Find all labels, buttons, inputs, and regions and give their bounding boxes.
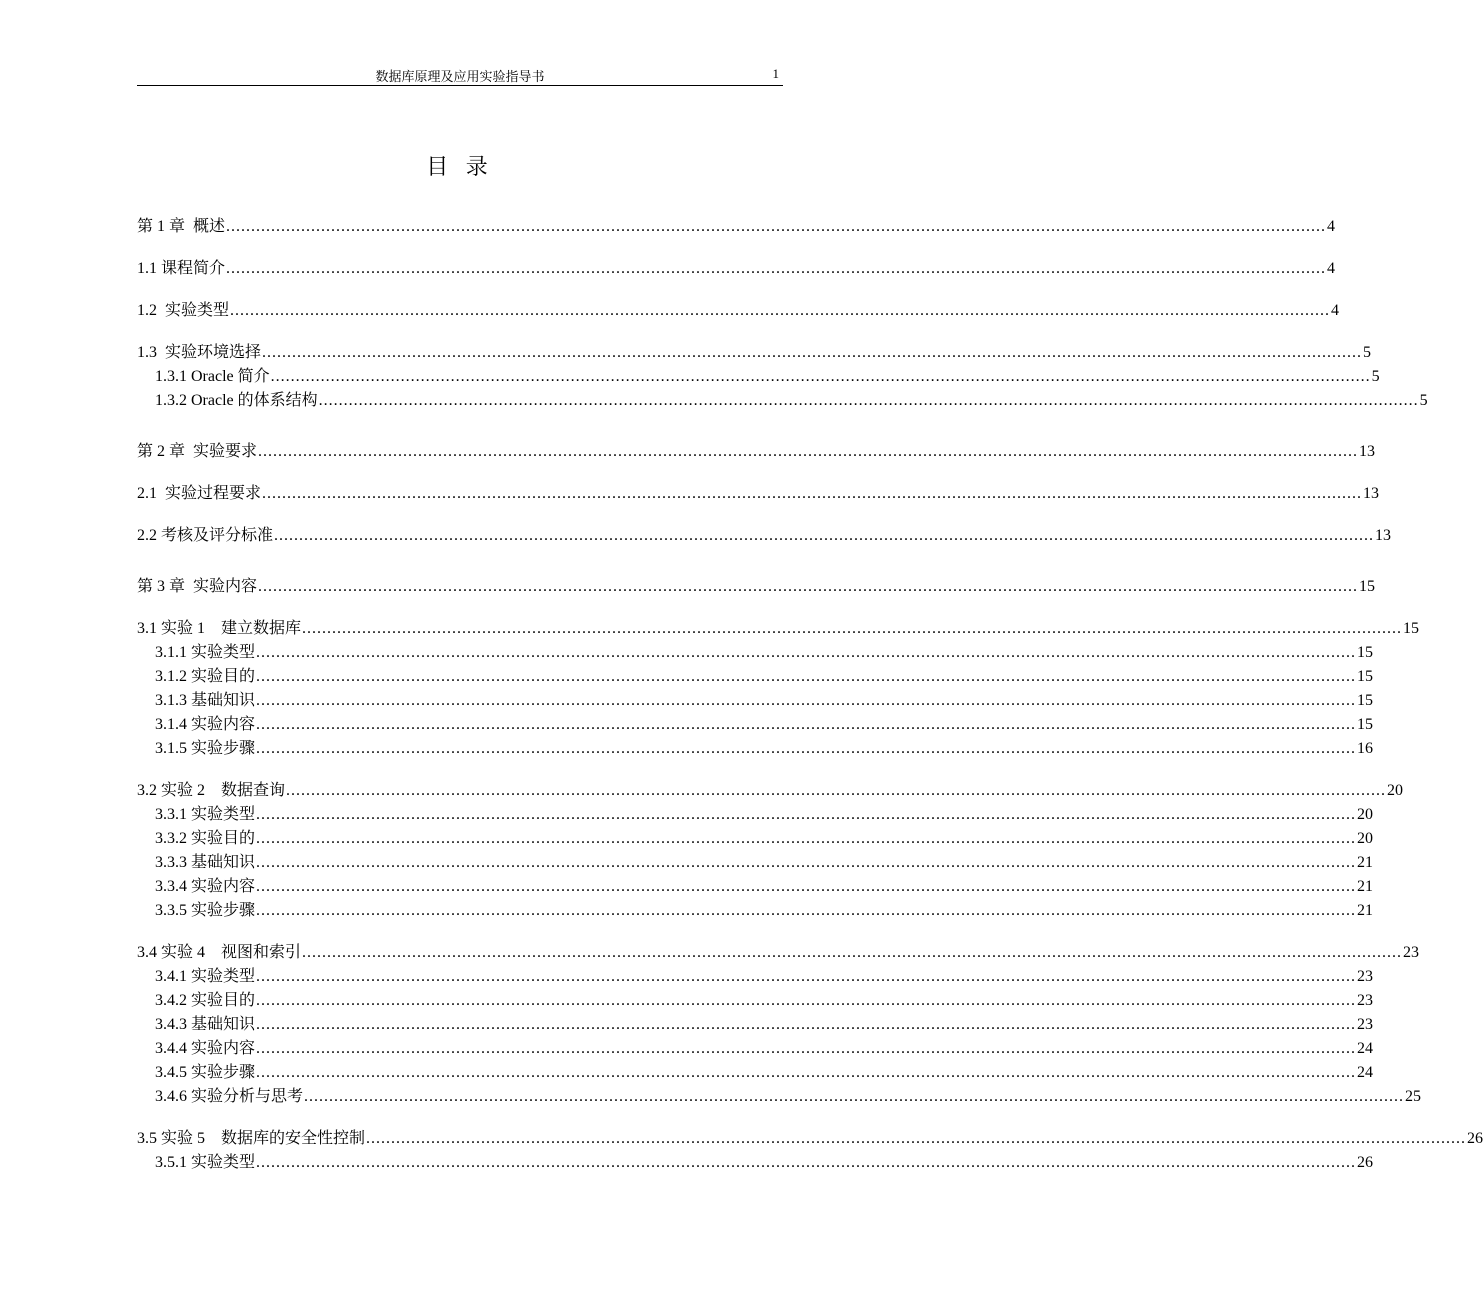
toc-entry-label: 3.3.3 基础知识	[155, 854, 256, 871]
toc-entry-page: 26	[1357, 1154, 1374, 1171]
toc-entry[interactable]	[137, 851, 1374, 875]
toc-entry[interactable]	[137, 365, 1380, 389]
toc-leader-dots: ............................................................................................................................................................................................................................	[256, 806, 1357, 823]
toc-entry[interactable]	[137, 1061, 1374, 1085]
toc-leader-dots: ............................................................................................................................................................................................................................	[256, 1154, 1357, 1171]
toc-entry[interactable]	[137, 899, 1374, 923]
toc-entry-page: 20	[1357, 830, 1374, 847]
toc-leader-dots: ............................................................................................................................................................................................................................	[256, 644, 1357, 661]
toc-leader-dots: ............................................................................................................................................................................................................................	[256, 716, 1357, 733]
toc-entry[interactable]	[137, 482, 1380, 506]
toc-entry-label: 3.4 实验 4 视图和索引	[137, 944, 302, 961]
toc-entry-label: 1.3.2 Oracle 的体系结构	[155, 392, 318, 409]
toc-entry-label: 3.1.2 实验目的	[155, 668, 256, 685]
toc-leader-dots: ............................................................................................................................................................................................................................	[230, 302, 1331, 319]
toc-leader-dots: ............................................................................................................................................................................................................................	[274, 527, 1375, 544]
toc-leader-dots: ............................................................................................................................................................................................................................	[256, 740, 1357, 757]
toc-entry-label: 3.2 实验 2 数据查询	[137, 782, 286, 799]
toc-entry[interactable]	[137, 737, 1374, 761]
toc-leader-dots: ............................................................................................................................................................................................................................	[262, 485, 1363, 502]
toc-entry-page: 21	[1357, 902, 1374, 919]
toc-entry[interactable]	[137, 575, 1376, 599]
toc-entry-label: 1.2 实验类型	[137, 302, 230, 319]
toc-entry-label: 3.5 实验 5 数据库的安全性控制	[137, 1130, 366, 1147]
toc-entry-page: 5	[1419, 392, 1428, 409]
toc-leader-dots: ............................................................................................................................................................................................................................	[258, 443, 1359, 460]
toc-entry-label: 3.4.6 实验分析与思考	[155, 1088, 304, 1105]
toc-entry-label: 1.1 课程简介	[137, 260, 226, 277]
toc-title: 目 录	[426, 154, 494, 179]
toc-entry-page: 21	[1357, 854, 1374, 871]
toc-entry[interactable]	[137, 617, 1420, 641]
toc-entry-label: 1.3.1 Oracle 简介	[155, 368, 270, 385]
toc-entry-label: 3.5.1 实验类型	[155, 1154, 256, 1171]
toc-leader-dots: ............................................................................................................................................................................................................................	[256, 968, 1357, 985]
toc-entry-page: 13	[1363, 485, 1380, 502]
toc-entry[interactable]	[137, 779, 1404, 803]
toc-entry[interactable]	[137, 1127, 1483, 1151]
page-header	[137, 63, 783, 86]
toc-entry-page: 24	[1357, 1040, 1374, 1057]
header-page-number: 1	[772, 66, 779, 81]
toc-entry-label: 3.3.1 实验类型	[155, 806, 256, 823]
toc-entry[interactable]	[137, 641, 1374, 665]
toc-entry-page: 23	[1357, 1016, 1374, 1033]
toc-leader-dots: ............................................................................................................................................................................................................................	[256, 668, 1357, 685]
toc-leader-dots: ............................................................................................................................................................................................................................	[226, 218, 1327, 235]
toc-entry-page: 23	[1403, 944, 1420, 961]
toc-entry[interactable]	[137, 1013, 1374, 1037]
toc-entry-label: 1.3 实验环境选择	[137, 344, 262, 361]
toc-entry-label: 2.1 实验过程要求	[137, 485, 262, 502]
toc-leader-dots: ............................................................................................................................................................................................................................	[270, 368, 1371, 385]
toc-leader-dots: ............................................................................................................................................................................................................................	[256, 1016, 1357, 1033]
toc-leader-dots: ............................................................................................................................................................................................................................	[262, 344, 1363, 361]
toc-entry-label: 3.4.5 实验步骤	[155, 1064, 256, 1081]
toc-entry-label: 3.4.2 实验目的	[155, 992, 256, 1009]
toc-entry[interactable]	[137, 389, 1428, 413]
toc-leader-dots: ............................................................................................................................................................................................................................	[258, 578, 1359, 595]
toc-entry-page: 21	[1357, 878, 1374, 895]
toc-leader-dots: ............................................................................................................................................................................................................................	[256, 992, 1357, 1009]
toc-entry-label: 3.4.4 实验内容	[155, 1040, 256, 1057]
header-title: 数据库原理及应用实验指导书	[375, 69, 545, 84]
toc-leader-dots: ............................................................................................................................................................................................................................	[366, 1130, 1467, 1147]
toc-entry-label: 3.1.1 实验类型	[155, 644, 256, 661]
toc-entry-label: 3.4.3 基础知识	[155, 1016, 256, 1033]
toc-entry-page: 20	[1357, 806, 1374, 823]
toc-leader-dots: ............................................................................................................................................................................................................................	[256, 692, 1357, 709]
toc-leader-dots: ............................................................................................................................................................................................................................	[256, 1040, 1357, 1057]
toc-entry-page: 5	[1363, 344, 1372, 361]
toc-leader-dots: ............................................................................................................................................................................................................................	[256, 854, 1357, 871]
toc-entry[interactable]	[137, 299, 1340, 323]
toc-leader-dots: ............................................................................................................................................................................................................................	[256, 878, 1357, 895]
toc-leader-dots: ............................................................................................................................................................................................................................	[304, 1088, 1405, 1105]
toc-entry-label: 第 3 章 实验内容	[137, 578, 258, 595]
toc-entry-label: 2.2 考核及评分标准	[137, 527, 274, 544]
toc-entry-page: 16	[1357, 740, 1374, 757]
toc-entry[interactable]	[137, 257, 1336, 281]
toc-entry[interactable]	[137, 941, 1420, 965]
toc-entry-label: 3.3.2 实验目的	[155, 830, 256, 847]
toc-entry[interactable]	[137, 665, 1374, 689]
toc-entry-label: 3.3.4 实验内容	[155, 878, 256, 895]
toc-entry-label: 3.1.5 实验步骤	[155, 740, 256, 757]
toc-entry[interactable]	[137, 1151, 1374, 1175]
toc-entry-page: 4	[1331, 302, 1340, 319]
toc-entry-label: 第 1 章 概述	[137, 218, 226, 235]
toc-entry[interactable]	[137, 689, 1374, 713]
toc-entry-page: 5	[1371, 368, 1380, 385]
toc-entry[interactable]	[137, 1037, 1374, 1061]
toc-leader-dots: ............................................................................................................................................................................................................................	[318, 392, 1419, 409]
toc-leader-dots: ............................................................................................................................................................................................................................	[256, 830, 1357, 847]
toc-entry-page: 15	[1357, 644, 1374, 661]
toc-entry-page: 15	[1359, 578, 1376, 595]
toc-leader-dots: ............................................................................................................................................................................................................................	[256, 1064, 1357, 1081]
toc-entry-label: 3.4.1 实验类型	[155, 968, 256, 985]
toc-entry-page: 15	[1357, 692, 1374, 709]
toc-entry-page: 13	[1359, 443, 1376, 460]
toc-leader-dots: ............................................................................................................................................................................................................................	[302, 944, 1403, 961]
toc-entry-label: 第 2 章 实验要求	[137, 443, 258, 460]
toc-entry[interactable]	[137, 803, 1374, 827]
toc-entry[interactable]	[137, 341, 1372, 365]
toc-entry-label: 3.1.3 基础知识	[155, 692, 256, 709]
toc-leader-dots: ............................................................................................................................................................................................................................	[256, 902, 1357, 919]
toc-entry-label: 3.1.4 实验内容	[155, 716, 256, 733]
toc-leader-dots: ............................................................................................................................................................................................................................	[302, 620, 1403, 637]
toc-entry[interactable]	[137, 440, 1376, 464]
toc-entry-label: 3.1 实验 1 建立数据库	[137, 620, 302, 637]
toc-entry[interactable]	[137, 875, 1374, 899]
table-of-contents	[137, 215, 1483, 1175]
toc-leader-dots: ............................................................................................................................................................................................................................	[226, 260, 1327, 277]
toc-entry[interactable]	[137, 989, 1374, 1013]
toc-entry-page: 4	[1327, 260, 1336, 277]
toc-entry-page: 20	[1387, 782, 1404, 799]
toc-leader-dots: ............................................................................................................................................................................................................................	[286, 782, 1387, 799]
toc-entry-page: 26	[1467, 1130, 1483, 1147]
toc-entry[interactable]	[137, 827, 1374, 851]
toc-entry-page: 15	[1357, 668, 1374, 685]
toc-entry[interactable]	[137, 713, 1374, 737]
toc-entry-page: 23	[1357, 968, 1374, 985]
toc-entry-page: 4	[1327, 218, 1336, 235]
toc-entry[interactable]	[137, 215, 1336, 239]
toc-entry[interactable]	[137, 524, 1392, 548]
toc-entry[interactable]	[137, 965, 1374, 989]
toc-entry-page: 15	[1403, 620, 1420, 637]
toc-entry-page: 25	[1405, 1088, 1422, 1105]
toc-entry-label: 3.3.5 实验步骤	[155, 902, 256, 919]
toc-entry-page: 23	[1357, 992, 1374, 1009]
toc-entry-page: 24	[1357, 1064, 1374, 1081]
toc-entry-page: 13	[1375, 527, 1392, 544]
toc-entry-page: 15	[1357, 716, 1374, 733]
toc-entry[interactable]	[137, 1085, 1422, 1109]
